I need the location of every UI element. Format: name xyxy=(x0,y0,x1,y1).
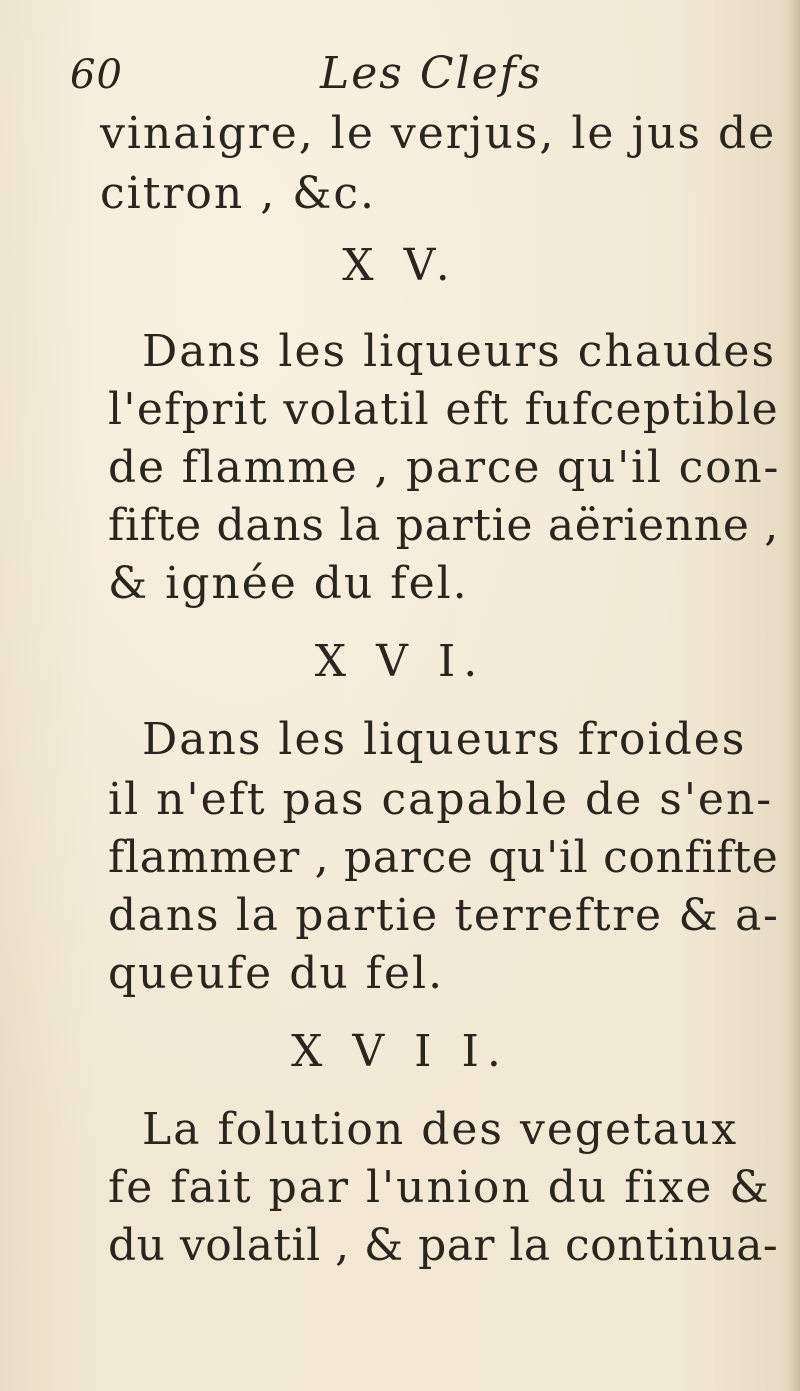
page-number: 60 xyxy=(70,52,123,98)
section-heading-xvi: X V I. xyxy=(314,636,486,687)
page-header xyxy=(70,48,750,108)
text-line: de flamme , parce qu'il con- xyxy=(108,442,781,493)
text-line: queufe du fel. xyxy=(108,948,445,999)
text-line: du volatil , & par la continua- xyxy=(108,1220,779,1271)
text-line: dans la partie terreftre & a- xyxy=(108,890,780,941)
text-line: Dans les liqueurs froides xyxy=(142,714,747,765)
text-line: l'efprit volatil eft fufceptible xyxy=(108,384,779,435)
running-title: Les Clefs xyxy=(320,48,543,99)
text-line: fifte dans la partie aërienne , xyxy=(108,500,779,551)
section-heading-xvii: X V I I. xyxy=(291,1026,509,1077)
page-edge-shadow xyxy=(786,0,800,1391)
text-line: il n'eft pas capable de s'en- xyxy=(108,774,774,825)
text-line: citron , &c. xyxy=(100,168,377,219)
text-line: & ignée du fel. xyxy=(108,558,469,609)
text-line: Dans les liqueurs chaudes xyxy=(142,326,777,377)
text-line: fe fait par l'union du fixe & xyxy=(108,1162,771,1213)
text-line: La folution des vegetaux xyxy=(142,1104,739,1155)
text-line: flammer , parce qu'il confifte xyxy=(108,832,779,883)
section-heading-xv: X V. xyxy=(342,240,458,291)
text-line: vinaigre, le verjus, le jus de xyxy=(100,108,777,159)
